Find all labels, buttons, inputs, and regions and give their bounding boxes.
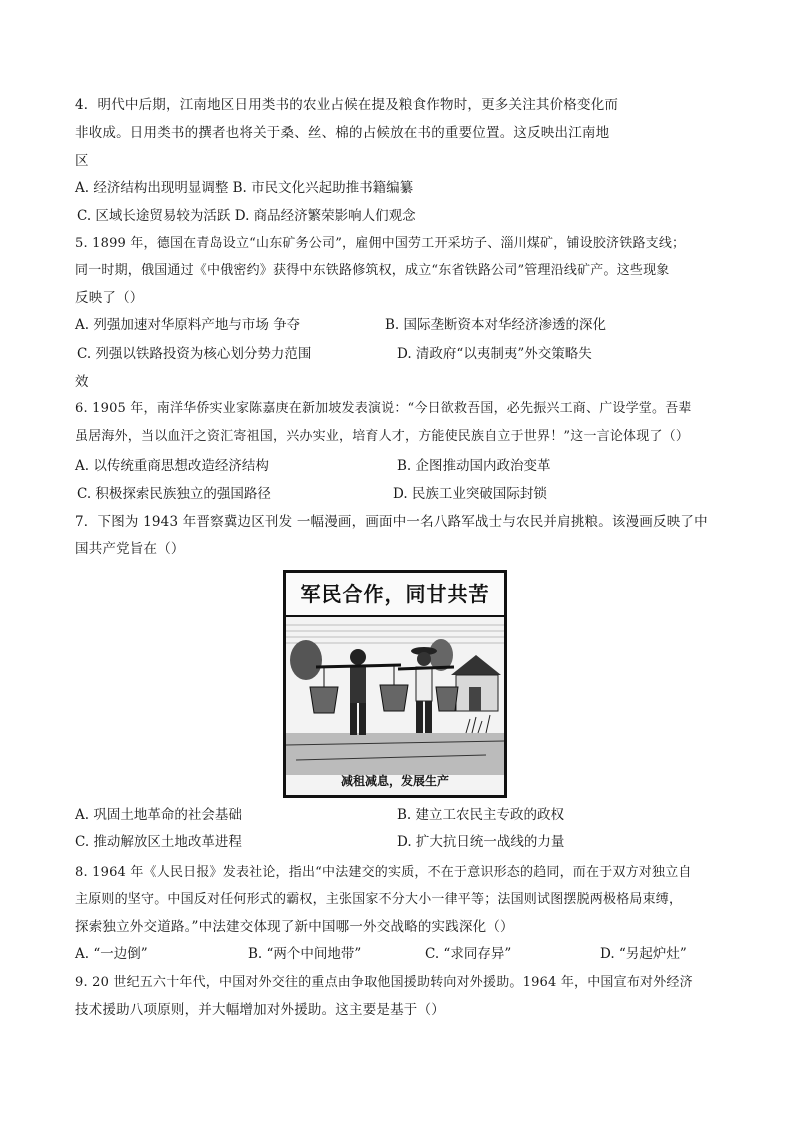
q8-stem-line3: 探索独立外交道路。”中法建交体现了新中国哪一外交战略的实践深化（） <box>75 919 514 935</box>
q5-option-a: A. 列强加速对华原料产地与市场 争夺 <box>75 317 301 333</box>
q6-stem-line1: 6. 1905 年，南洋华侨实业家陈嘉庚在新加坡发表演说：“今日欲救吾国，必先振兴工商、广设学堂。吾辈 <box>75 401 692 416</box>
q4-options-ab: A. 经济结构出现明显调整 B. 市民文化兴起助推书籍编纂 <box>75 180 414 196</box>
q4-options-cd: C. 区域长途贸易较为活跃 D. 商品经济繁荣影响人们观念 <box>77 208 416 224</box>
cartoon-caption: 减租减息，发展生产 <box>340 774 449 788</box>
q5-option-c: C. 列强以铁路投资为核心划分势力范围 <box>77 346 312 362</box>
q6-option-c: C. 积极探索民族独立的强国路径 <box>77 486 271 502</box>
q6-option-a: A. 以传统重商思想改造经济结构 <box>75 458 269 474</box>
q6-stem-line2: 虽居海外，当以血汗之资汇寄祖国，兴办实业，培育人才，方能使民族自立于世界！”这一言论体现了（） <box>75 429 690 444</box>
q5-option-d-cont: 效 <box>75 374 89 390</box>
q5-stem-line1: 5. 1899 年，德国在青岛设立“山东矿务公司”，雇佣中国劳工开采坊子、淄川煤矿，铺设胶济铁路支线； <box>75 236 686 251</box>
q8-option-a: A. “一边倒” <box>75 946 148 962</box>
q5-stem-line2: 同一时期，俄国通过《中俄密约》获得中东铁路修筑权，成立“东省铁路公司”管理沿线矿产。这些现象 <box>75 263 670 278</box>
cartoon-image <box>283 570 507 798</box>
q4-stem-line3: 区 <box>75 153 89 169</box>
cartoon-illustration <box>286 615 504 775</box>
q5-stem-line3: 反映了（） <box>75 290 144 306</box>
q7-option-a: A. 巩固土地革命的社会基础 <box>75 807 242 823</box>
q5-option-b: B. 国际垄断资本对华经济渗透的深化 <box>385 317 607 333</box>
q7-option-d: D. 扩大抗日统一战线的力量 <box>397 834 565 850</box>
q9-stem-line2: 技术援助八项原则，并大幅增加对外援助。这主要是基于（） <box>75 1002 445 1018</box>
cartoon-title: 军民合作，同甘共苦 <box>286 573 504 617</box>
q7-option-c: C. 推动解放区土地改革进程 <box>75 834 242 850</box>
q6-option-d: D. 民族工业突破国际封锁 <box>393 486 547 502</box>
q7-stem-line2: 国共产党旨在（） <box>75 541 185 557</box>
q8-option-b: B. “两个中间地带” <box>248 946 362 962</box>
q9-stem-line1: 9. 20 世纪五六十年代，中国对外交往的重点由争取他国援助转向对外援助。1964 年，中国宣布对外经济 <box>75 975 693 990</box>
q4-stem-line2: 非收成。日用类书的撰者也将关于桑、丝、棉的占候放在书的重要位置。这反映出江南地 <box>75 125 610 141</box>
q7-stem-line1: 7．下图为 1943 年晋察冀边区刊发 一幅漫画，画面中一名八路军战士与农民并肩挑粮。该漫画反映了中 <box>75 514 708 530</box>
q8-option-d: D. “另起炉灶” <box>600 946 687 962</box>
q7-option-b: B. 建立工农民主专政的政权 <box>397 807 565 823</box>
q5-option-d: D. 清政府“以夷制夷”外交策略失 <box>397 346 592 362</box>
q8-option-c: C. “求同存异” <box>425 946 512 962</box>
q8-stem-line1: 8. 1964 年《人民日报》发表社论，指出“中法建交的实质，不在于意识形态的趋同，而在于双方对独立自 <box>75 865 692 880</box>
q6-option-b: B. 企图推动国内政治变革 <box>397 458 551 474</box>
q4-stem-line1: 4．明代中后期，江南地区日用类书的农业占候在提及粮食作物时，更多关注其价格变化而 <box>75 97 619 113</box>
q8-stem-line2: 主原则的坚守。中国反对任何形式的霸权，主张国家不分大小一律平等；法国则试图摆脱两极格局束缚， <box>75 892 683 907</box>
